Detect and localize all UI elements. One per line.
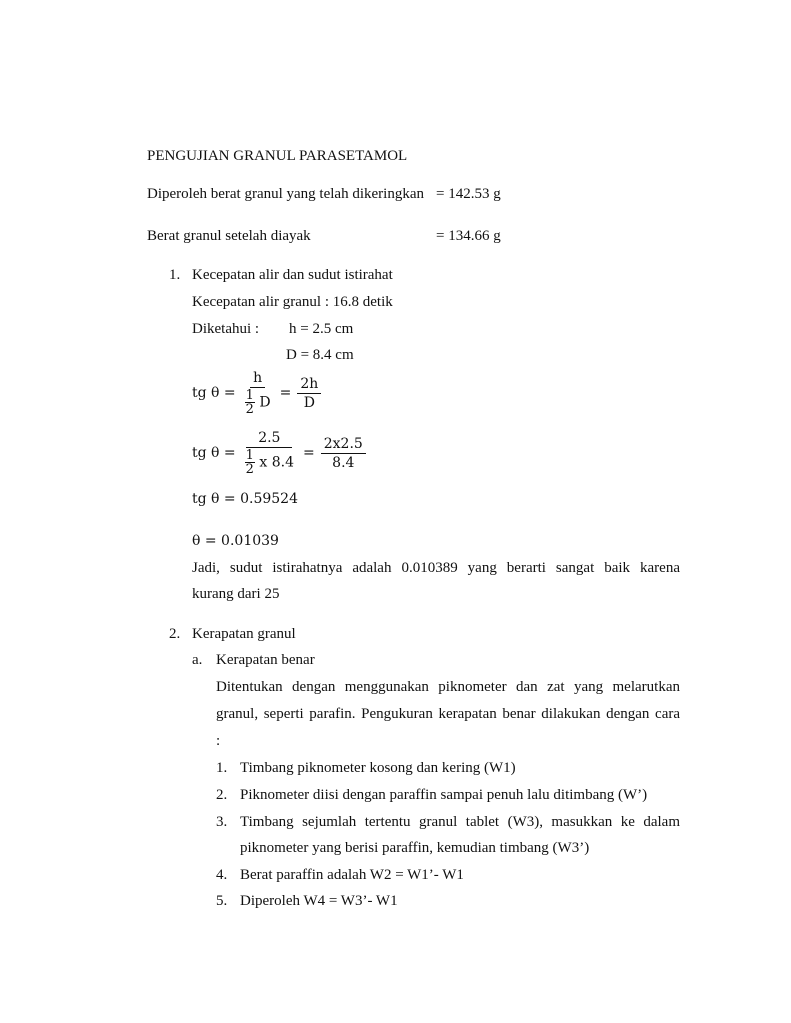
flow-rate-text: Kecepatan alir granul : 16.8 detik xyxy=(192,294,393,310)
step-number: 5. xyxy=(216,893,228,909)
dried-weight-label: Diperoleh berat granul yang telah dikeringkan xyxy=(147,186,424,202)
eq1-numerator: h xyxy=(250,370,265,388)
eq2-lhs: tg θ = xyxy=(192,445,236,461)
step-text-continued: piknometer yang berisi paraffin, kemudian timbang (W3’) xyxy=(240,840,590,856)
eq2-fraction-1 xyxy=(242,430,297,476)
conclusion-line-2: kurang dari 25 xyxy=(192,586,280,602)
eq2-numerator-2: 2x2.5 xyxy=(321,436,366,454)
eq2-numerator: 2.5 xyxy=(246,430,292,448)
section-2-number: 2. xyxy=(169,626,181,642)
section-1-number: 1. xyxy=(169,267,181,283)
h-value: h = 2.5 cm xyxy=(289,321,354,337)
equation-4: θ = 0.01039 xyxy=(192,533,279,549)
step-text: Piknometer diisi dengan paraffin sampai penuh lalu ditimbang (W’) xyxy=(240,787,648,803)
step-number: 3. xyxy=(216,814,228,830)
sub-a-letter: a. xyxy=(192,652,203,668)
eq2-half xyxy=(245,449,255,476)
step-text: Berat paraffin adalah W2 = W1’- W1 xyxy=(240,867,464,883)
eq1-fraction-1 xyxy=(242,370,274,416)
eq1-half-var: D xyxy=(259,394,271,411)
eq2-half-var: x 8.4 xyxy=(259,454,295,471)
eq2-equals: = xyxy=(303,445,315,461)
eq1-fraction-2 xyxy=(297,376,321,411)
eq2-denominator xyxy=(242,448,297,476)
section-1-heading: Kecepatan alir dan sudut istirahat xyxy=(192,267,393,283)
page-title: PENGUJIAN GRANUL PARASETAMOL xyxy=(147,148,408,164)
known-label: Diketahui : xyxy=(192,321,260,337)
step-text: Diperoleh W4 = W3’- W1 xyxy=(240,893,398,909)
sieved-weight-value: = 134.66 g xyxy=(436,228,501,244)
d-value: D = 8.4 cm xyxy=(286,347,354,363)
eq2-half-den: 2 xyxy=(245,462,254,477)
conclusion-line-1: Jadi, sudut istirahatnya adalah 0.010389 yang berarti sangat baik karena xyxy=(192,560,680,576)
equation-1 xyxy=(192,370,321,416)
eq1-half xyxy=(245,389,255,416)
eq1-denominator xyxy=(242,388,274,416)
dried-weight-value: = 142.53 g xyxy=(436,186,501,202)
sub-a-heading: Kerapatan benar xyxy=(216,652,315,668)
eq2-half-num: 1 xyxy=(245,448,254,463)
paragraph-line-2: granul, seperti parafin. Pengukuran kerapatan benar dilakukan dengan cara xyxy=(216,706,680,722)
paragraph-line-3: : xyxy=(216,733,221,749)
eq1-half-num: 1 xyxy=(245,388,254,403)
eq1-lhs: tg θ = xyxy=(192,385,236,401)
eq1-half-den: 2 xyxy=(245,402,254,417)
step-number: 2. xyxy=(216,787,228,803)
step-text: Timbang sejumlah tertentu granul tablet (W3), masukkan ke dalam xyxy=(240,814,680,830)
equation-2 xyxy=(192,430,366,476)
equation-3: tg θ = 0.59524 xyxy=(192,491,298,507)
eq1-numerator-2: 2h xyxy=(297,376,321,394)
step-number: 1. xyxy=(216,760,228,776)
step-text: Timbang piknometer kosong dan kering (W1) xyxy=(240,760,516,776)
paragraph-line-1: Ditentukan dengan menggunakan piknometer dan zat yang melarutkan xyxy=(216,679,680,695)
eq2-denominator-2: 8.4 xyxy=(332,454,355,471)
eq1-equals: = xyxy=(279,385,292,401)
section-2-heading: Kerapatan granul xyxy=(192,626,296,642)
step-number: 4. xyxy=(216,867,228,883)
eq1-denominator-2: D xyxy=(303,394,315,411)
sieved-weight-label: Berat granul setelah diayak xyxy=(147,228,311,244)
eq2-fraction-2 xyxy=(321,436,366,471)
